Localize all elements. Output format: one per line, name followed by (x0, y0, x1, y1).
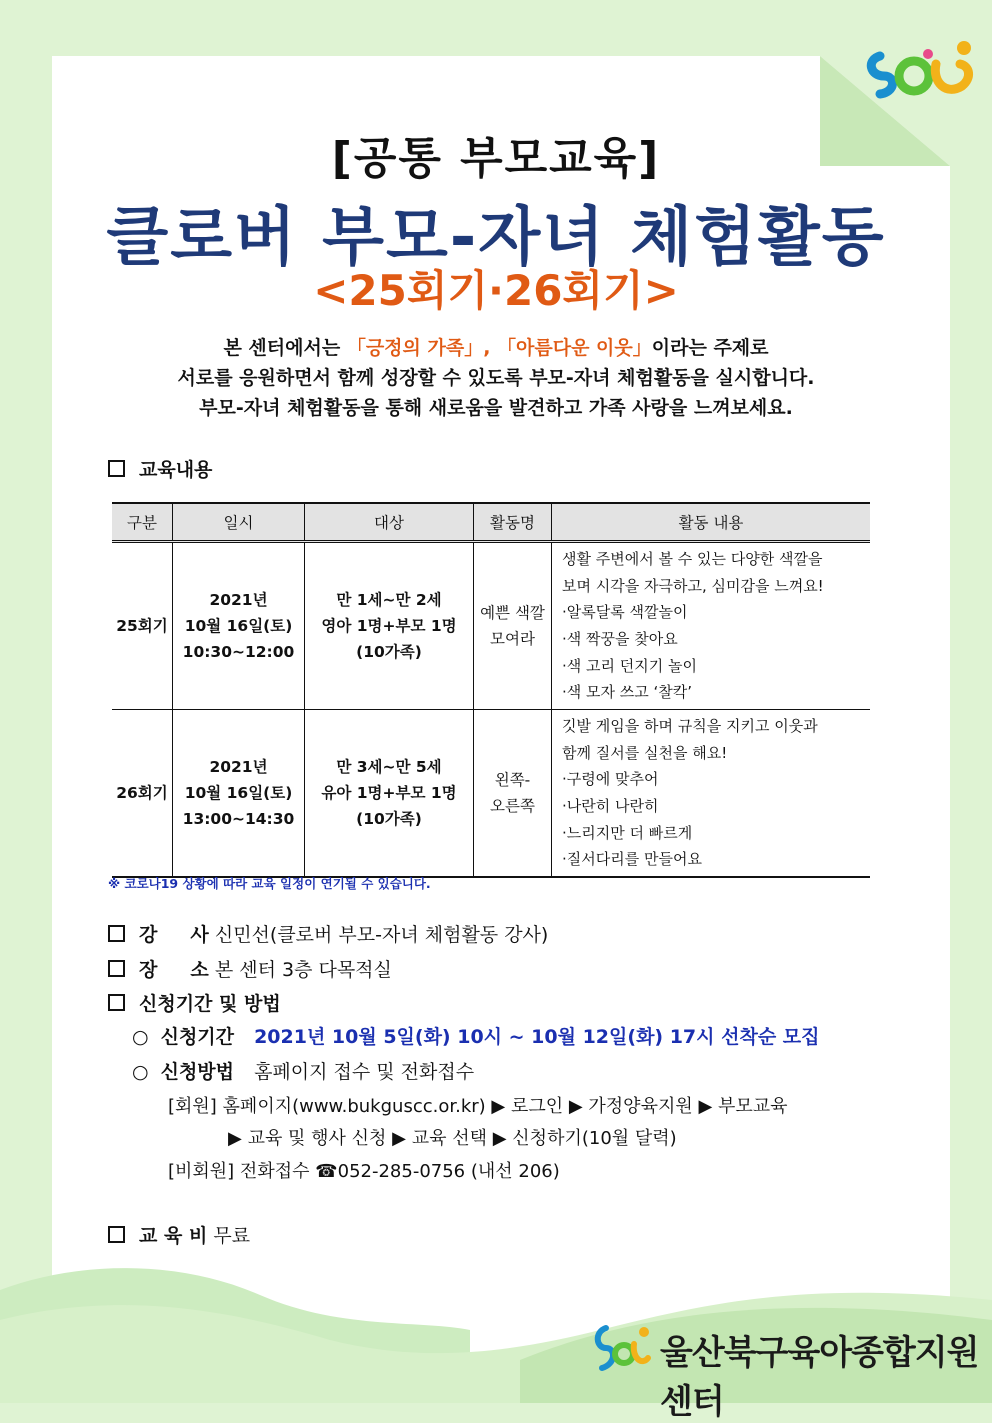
page-title: 클로버 부모-자녀 체험활동 (106, 201, 886, 275)
detail-line: ·색 모자 쓰고 ‘찰칵’ (562, 683, 693, 702)
session-subtitle: <25회기·26회기> (313, 266, 679, 315)
method-label: 신청방법 (160, 1061, 235, 1083)
activity-name-cell (474, 542, 552, 710)
date-year: 2021년 (209, 591, 268, 609)
covid-notice: ※ 코로나19 상황에 따라 교육 일정이 연기될 수 있습니다. (108, 876, 431, 891)
activity-name-cell (474, 710, 552, 878)
detail-line: 깃발 게임을 하며 규칙을 지키고 이웃과 (562, 717, 818, 736)
instructor-line (108, 920, 548, 947)
section-content-heading (108, 455, 212, 482)
member-line-1: [회원] 홈페이지(www.bukguscc.or.kr) ▶ 로그인 ▶ 가정양육지원 ▶ 부모교육 (168, 1096, 788, 1117)
place-line (108, 955, 392, 982)
intro-paragraph (0, 333, 992, 423)
intro-line-3: 부모-자녀 체험활동을 통해 새로움을 발견하고 가족 사랑을 느껴보세요. (199, 397, 793, 419)
target-families: (10가족) (356, 643, 422, 661)
organization-name: 울산북구육아종합지원센터 (660, 1333, 979, 1422)
intro-line-1 (0, 333, 992, 363)
checkbox-icon (108, 960, 125, 977)
column-header: 대상 (305, 503, 474, 542)
target-people: 유아 1명+부모 1명 (321, 784, 457, 802)
nonmember-line: [비회원] 전화접수 ☎052-285-0756 (내선 206) (168, 1161, 560, 1182)
section-label: 교육내용 (139, 459, 213, 481)
target-age: 만 1세~만 2세 (336, 591, 442, 609)
detail-line: 보며 시각을 자극하고, 심미감을 느껴요! (562, 576, 824, 595)
detail-line: ·알록달록 색깔놀이 (562, 603, 688, 622)
column-header: 일시 (173, 503, 305, 542)
table-row (112, 710, 870, 878)
activity-name: 예쁜 색깔 (480, 604, 545, 622)
activity-name: 왼쪽- (494, 771, 531, 789)
intro-theme: 「긍정의 가족」, 「아름다운 이웃」 (346, 337, 652, 359)
center-logo-icon (592, 1318, 652, 1382)
apply-label: 신청기간 및 방법 (139, 993, 281, 1015)
method-value: 홈페이지 접수 및 전화접수 (254, 1061, 475, 1083)
date-time: 10:30~12:00 (182, 643, 295, 661)
date-time: 13:00~14:30 (182, 810, 295, 828)
target-families: (10가족) (356, 810, 422, 828)
activity-name: 오른쪽 (490, 797, 535, 815)
detail-line: 생활 주변에서 볼 수 있는 다양한 색깔을 (562, 550, 823, 569)
period-line (132, 1022, 820, 1049)
fee-label: 교 육 비 (139, 1225, 208, 1247)
checkbox-icon (108, 925, 125, 942)
target-cell (305, 710, 474, 878)
date-year: 2021년 (209, 758, 268, 776)
apply-heading (108, 989, 281, 1016)
fee-value: 무료 (213, 1225, 251, 1247)
detail-line: ·느리지만 더 빠르게 (562, 823, 693, 842)
date-day: 10월 16일(토) (184, 784, 293, 802)
fee-line (108, 1221, 250, 1248)
checkbox-icon (108, 460, 125, 477)
period-value: 2021년 10월 5일(화) 10시 ~ 10월 12일(화) 17시 선착순 모집 (254, 1026, 820, 1048)
target-age: 만 3세~만 5세 (336, 758, 442, 776)
target-cell (305, 542, 474, 710)
activity-name: 모여라 (490, 630, 535, 648)
schedule-table (112, 502, 870, 878)
period-label: 신청기간 (160, 1026, 235, 1048)
table-row (112, 542, 870, 710)
activity-details-cell (552, 710, 871, 878)
checkbox-icon (108, 994, 125, 1011)
column-header: 활동명 (474, 503, 552, 542)
intro-line-2: 서로를 응원하면서 함께 성장할 수 있도록 부모-자녀 체험활동을 실시합니다. (177, 367, 815, 389)
intro-text: 이라는 주제로 (651, 337, 769, 359)
header-tag: [공통 부모교육] (331, 133, 661, 184)
instructor-value: 신민선(클로버 부모-자녀 체험활동 강사) (214, 924, 549, 946)
method-line (132, 1057, 474, 1084)
instructor-label: 강 사 (139, 924, 209, 946)
detail-line: 함께 질서를 실천을 해요! (562, 743, 728, 762)
date-cell (173, 542, 305, 710)
date-day: 10월 16일(토) (184, 617, 293, 635)
target-people: 영아 1명+부모 1명 (321, 617, 457, 635)
detail-line: ·나란히 나란히 (562, 797, 659, 815)
activity-details-cell (552, 542, 871, 710)
circle-bullet-icon: ○ (132, 1026, 149, 1048)
detail-line: ·색 짝꿍을 찾아요 (562, 630, 678, 648)
intro-text: 본 센터에서는 (223, 337, 347, 359)
table-header-row (112, 503, 870, 542)
place-label: 장 소 (139, 959, 209, 981)
detail-line: ·구령에 맞추어 (562, 770, 659, 789)
session-cell: 25회기 (112, 542, 173, 710)
session-cell: 26회기 (112, 710, 173, 878)
column-header: 구분 (112, 503, 173, 542)
detail-line: ·색 고리 던지기 놀이 (562, 656, 697, 675)
column-header: 활동 내용 (552, 503, 871, 542)
detail-line: ·질서다리를 만들어요 (562, 850, 702, 869)
checkbox-icon (108, 1226, 125, 1243)
place-value: 본 센터 3층 다목적실 (214, 959, 392, 981)
date-cell (173, 710, 305, 878)
member-line-2: ▶ 교육 및 행사 신청 ▶ 교육 선택 ▶ 신청하기(10월 달력) (228, 1128, 677, 1149)
circle-bullet-icon: ○ (132, 1061, 149, 1083)
center-logo-icon (862, 36, 982, 106)
